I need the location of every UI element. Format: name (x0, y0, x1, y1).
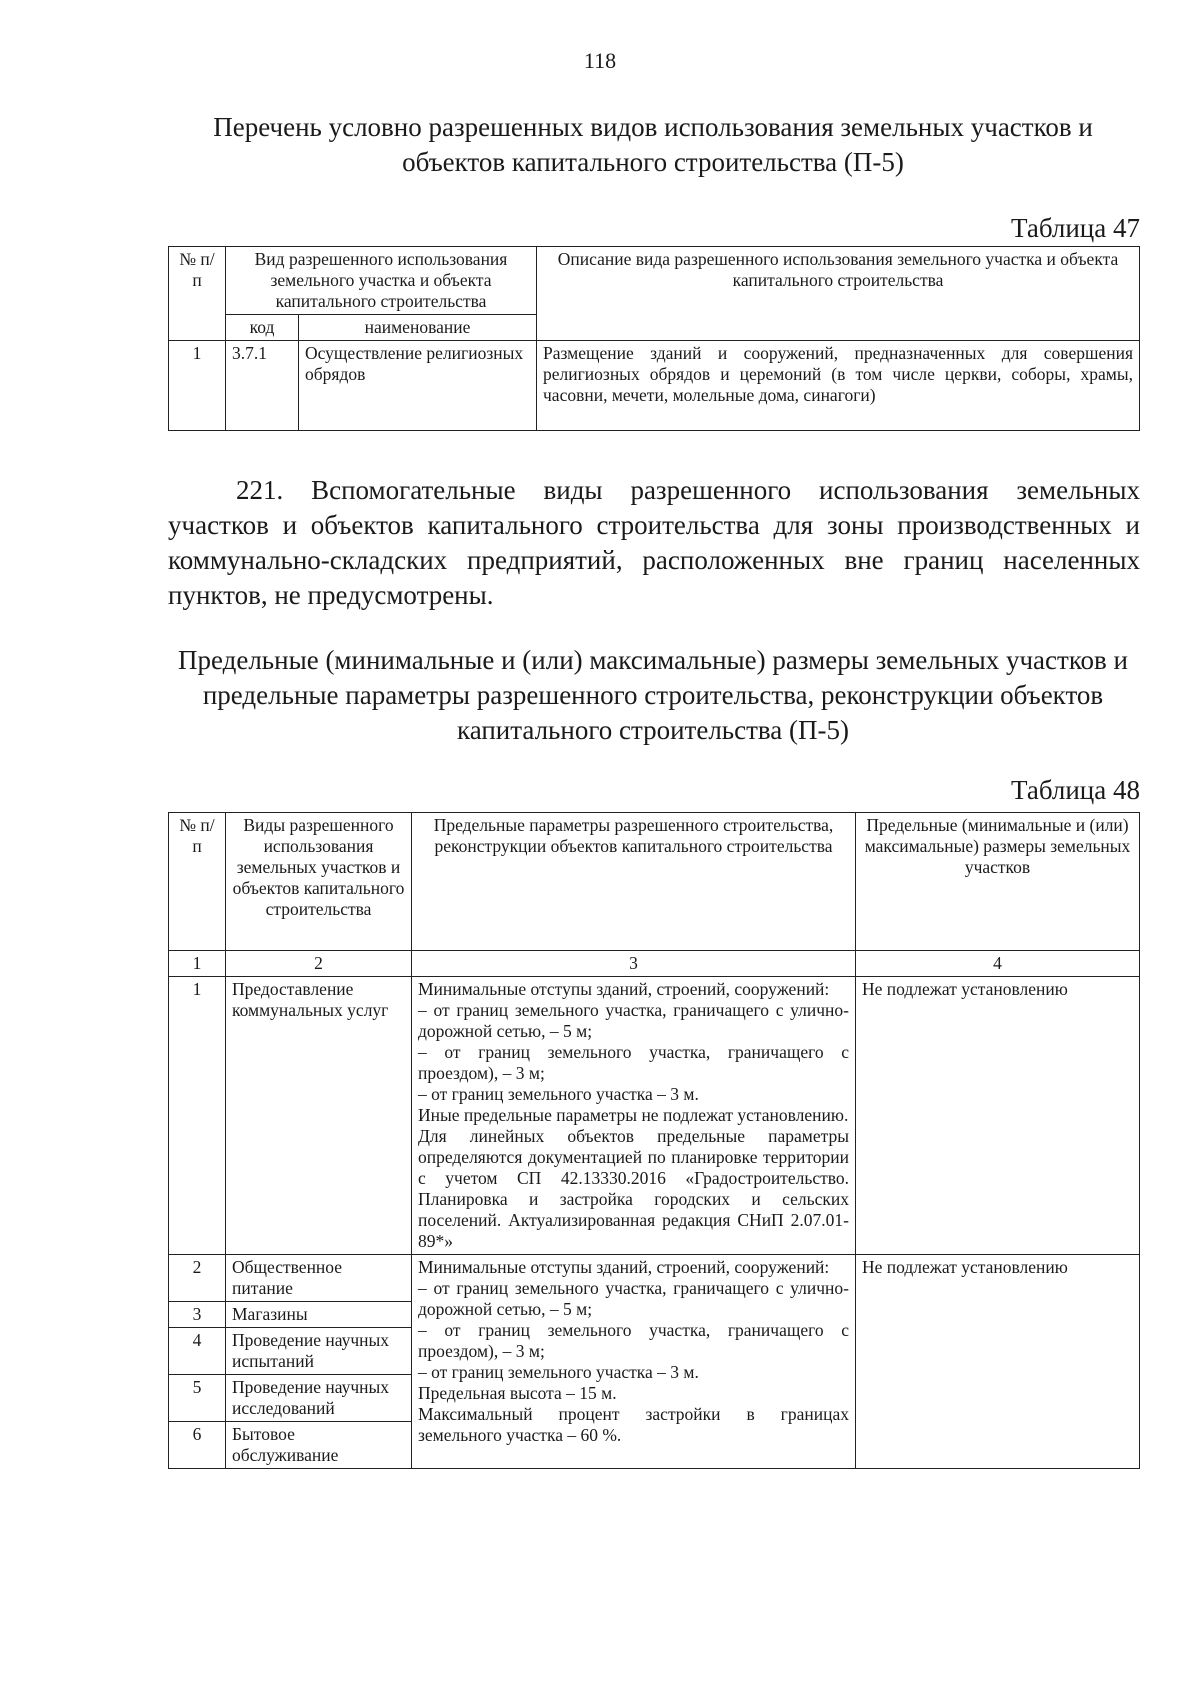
row-2-num: 2 (169, 1255, 226, 1302)
table-row (169, 341, 1140, 431)
row-4-num: 4 (169, 1328, 226, 1375)
section-title-limits: Предельные (минимальные и (или) максимальные) размеры земельных участков и предельные параметры разрешенного строительства, реконструкции объектов капитального строительства (П-5) (177, 645, 1129, 745)
params-line: – от границ земельного участка, граничащего с проездом), – 3 м; (418, 1320, 849, 1361)
params-line: Предельная высота – 15 м. (418, 1383, 617, 1403)
row-1-kind: Предоставление коммунальных услуг (226, 977, 412, 1255)
table-row (169, 1255, 1140, 1302)
table-47-cell-name: Осуществление религиозных обрядов (299, 341, 537, 431)
column-number-2: 2 (226, 951, 412, 977)
table-47-label: Таблица 47 (1011, 213, 1140, 243)
page-number: 118 (583, 48, 617, 73)
params-line: – от границ земельного участка – 3 м. (418, 1362, 699, 1382)
table-47-cell-description: Размещение зданий и сооружений, предназначенных для совершения религиозных обрядов и церемоний (в том числе церкви, соборы, храмы, часовни, мечети, молельные дома, синагоги) (537, 341, 1140, 431)
row-3-num: 3 (169, 1302, 226, 1328)
params-line: Минимальные отступы зданий, строений, сооружений: (418, 979, 830, 999)
row-6-kind: Бытовое обслуживание (226, 1422, 412, 1469)
row-4-kind: Проведение научных испытаний (226, 1328, 412, 1375)
group-sizes: Не подлежат установлению (856, 1255, 1140, 1469)
params-line: Максимальный процент застройки в границах земельного участка – 60 %. (418, 1404, 849, 1445)
params-line: – от границ земельного участка, граничащего с улично-дорожной сетью, – 5 м; (418, 1000, 849, 1041)
group-params (412, 1255, 856, 1469)
table-47-header-kind: Вид разрешенного использования земельного участка и объекта капитального строительства (226, 247, 537, 315)
table-47-header-code: код (226, 315, 299, 341)
table-47-header-name: наименование (299, 315, 537, 341)
params-line: Иные предельные параметры не подлежат установлению. (418, 1105, 849, 1125)
paragraph-221: 221. Вспомогательные виды разрешенного использования земельных участков и объектов капитального строительства для зоны производственных и коммунально-складских предприятий, расположенных вне границ населенных пунктов, не предусмотрены. (168, 475, 1140, 610)
table-row (169, 977, 1140, 1255)
column-number-4: 4 (856, 951, 1140, 977)
row-5-num: 5 (169, 1375, 226, 1422)
params-line: Для линейных объектов предельные параметры определяются документацией по планировке территории с учетом СП 42.13330.2016 «Градостроительство. Планировка и застройка городских и сельских поселений. Актуализированная редакция СНиП 2.07.01-89*» (418, 1126, 849, 1251)
table-48-header-params: Предельные параметры разрешенного строительства, реконструкции объектов капитального строительства (412, 813, 856, 951)
table-47-header-num: № п/п (169, 247, 226, 341)
params-line: – от границ земельного участка, граничащего с проездом), – 3 м; (418, 1042, 849, 1083)
table-48-label: Таблица 48 (1011, 775, 1140, 805)
table-48-header-kinds: Виды разрешенного использования земельных участков и объектов капитального строительства (226, 813, 412, 951)
row-2-kind: Общественное питание (226, 1255, 412, 1302)
table-48-header-sizes: Предельные (минимальные и (или) максимальные) размеры земельных участков (856, 813, 1140, 951)
params-line: – от границ земельного участка – 3 м. (418, 1084, 699, 1104)
row-1-sizes: Не подлежат установлению (856, 977, 1140, 1255)
table-48-header-num: № п/п (169, 813, 226, 951)
row-1-num: 1 (169, 977, 226, 1255)
table-47-cell-num: 1 (169, 341, 226, 431)
table-47-header-description: Описание вида разрешенного использования земельного участка и объекта капитального строительства (537, 247, 1140, 341)
row-3-kind: Магазины (226, 1302, 412, 1328)
section-title-permitted-uses: Перечень условно разрешенных видов использования земельных участков и объектов капитального строительства (П-5) (213, 112, 1093, 177)
row-5-kind: Проведение научных исследований (226, 1375, 412, 1422)
params-line: – от границ земельного участка, граничащего с улично-дорожной сетью, – 5 м; (418, 1278, 849, 1319)
params-line: Минимальные отступы зданий, строений, сооружений: (418, 1257, 830, 1277)
row-1-params (412, 977, 856, 1255)
table-47 (168, 246, 1140, 431)
table-47-cell-code: 3.7.1 (226, 341, 299, 431)
table-48 (168, 812, 1140, 1469)
row-6-num: 6 (169, 1422, 226, 1469)
column-number-1: 1 (169, 951, 226, 977)
column-number-3: 3 (412, 951, 856, 977)
